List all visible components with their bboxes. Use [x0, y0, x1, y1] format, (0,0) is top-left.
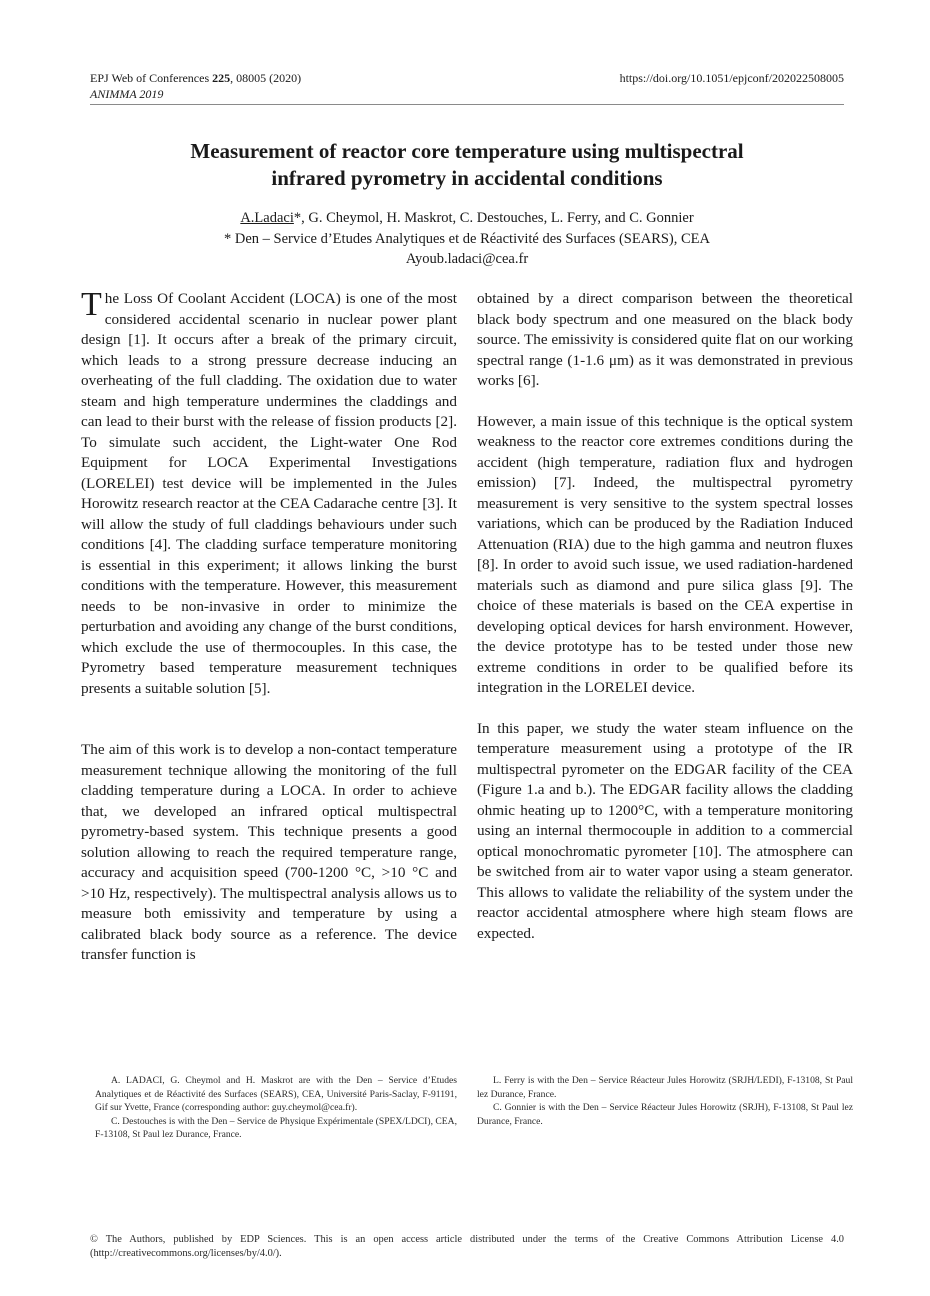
left-column — [81, 286, 457, 966]
header-divider — [90, 104, 844, 105]
first-author: A.Ladaci — [240, 210, 294, 226]
body-paragraph: However, a main issue of this technique is the optical system weakness to the reactor core extremes conditions during the accident (high temperature, radiation flux and hydrogen emission) [7]. Indeed, the multispectral pyrometry measurement is very sensitive to the system spectral losses variations, which can be produced by the Radiation Induced Attenuation (RIA) due to the high gamma and neutron fluxes [8]. In order to avoid such issue, we used radiation-hardened materials such as diamond and pure silica glass [9]. The choice of these materials is based on the CEA expertise in developing optical devices for harsh environment. However, the device prototype has to be tested under those new extreme conditions in order to be qualified before its integration in the LORELEI device. — [477, 412, 853, 696]
title-line: Measurement of reactor core temperature using multispectral — [190, 139, 744, 163]
co-authors: *, G. Cheymol, H. Maskrot, C. Destouches, L. Ferry, and C. Gonnier — [293, 210, 694, 226]
body-paragraph: The aim of this work is to develop a non-contact temperature measurement technique allowing the monitoring of the full cladding temperature during a LOCA. In order to achieve that, we developed an infrared optical multispectral pyrometry-based system. This technique presents a good solution allowing to reach the required temperature range, accuracy and acquisition speed (700-1200 °C, >10 °C and >10 Hz, respectively). The multispectral analysis allows us to measure both emissivity and temperature by using a calibrated black body source as a reference. The device transfer function is — [81, 741, 457, 963]
author-list — [90, 208, 844, 229]
volume-number: 225 — [212, 71, 231, 85]
journal-info — [90, 70, 301, 102]
paper-title — [90, 138, 844, 192]
footnote: A. LADACI, G. Cheymol and H. Maskrot are with the Den – Service d’Etudes Analytiques et de Réactivité des Surfaces (SEARS), CEA, Université Paris-Saclay, F-91191, Gif sur Yvette, France (corresponding author: guy.cheymol@cea.fr). — [95, 1075, 457, 1113]
article-number: , 08005 (2020) — [230, 71, 302, 85]
doi-link[interactable]: https://doi.org/10.1051/epjconf/202022508005 — [619, 71, 844, 85]
right-column — [477, 289, 853, 944]
conference-name: EPJ Web of Conferences — [90, 71, 213, 85]
drop-cap: T — [81, 286, 102, 323]
footnote: L. Ferry is with the Den – Service Réacteur Jules Horowitz (SRJH/LEDI), F-13108, St Paul lez Durance, France. — [477, 1075, 853, 1100]
intro-paragraph — [81, 286, 457, 699]
body-paragraph: obtained by a direct comparison between the theoretical black body spectrum and one measured on the black body source. The emissivity is considered quite flat on our working spectral range (1-1.6 μm) as it was demonstrated in previous works [6]. — [477, 290, 853, 389]
paragraph-text: he Loss Of Coolant Accident (LOCA) is one of the most considered accidental scenario in nuclear power plant design [1]. It occurs after a break of the primary circuit, which leads to a strong pressure decrease inducing an overheating of the full cladding. The oxidation due to water steam and high temperature undermines the claddings and can lead to their burst with the release of fission products [2]. To simulate such accident, the Light-water One Rod Equipment for LOCA Experimental Investigations (LORELEI) test device will be implemented in the Jules Horowitz research reactor at the CEA Cadarache centre [3]. It will allow the study of full claddings behaviours under such conditions [4]. The cladding surface temperature monitoring is essential in this experiment; it allows linking the burst conditions with the temperature. However, this measurement needs to be non-invasive in order to minimize the perturbation and avoiding any change of the burst conditions, which exclude the use of thermocouples. In this case, the Pyrometry based temperature measurement techniques presents a suitable solution [5]. — [81, 290, 457, 697]
affiliation: * Den – Service d’Etudes Analytiques et de Réactivité des Surfaces (SEARS), CEA — [223, 230, 711, 247]
license-notice: © The Authors, published by EDP Sciences. This is an open access article distributed under the terms of the Creative Commons Attribution License 4.0 (http://creativecommons.org/licenses/by/4.0/). — [90, 1234, 844, 1259]
body-paragraph: In this paper, we study the water steam influence on the temperature measurement using a prototype of the IR multispectral pyrometer on the EDGAR facility of the CEA (Figure 1.a and b.). The EDGAR facility allows the cladding ohmic heating up to 1200°C, with a temperature monitoring using an internal thermocouple in addition to a commercial optical monochromatic pyrometer [10]. The atmosphere can be switched from air to water vapor using a steam generator. This allows to validate the reliability of the system under the reactor accidental atmosphere where high steam flows are expected. — [477, 719, 853, 942]
conference-line — [90, 70, 301, 86]
author-block — [90, 208, 844, 270]
footnotes-left — [95, 1074, 457, 1142]
footnote: C. Gonnier is with the Den – Service Réacteur Jules Horowitz (SRJH), F-13108, St Paul lez Durance, France. — [477, 1102, 853, 1127]
footnote: C. Destouches is with the Den – Service de Physique Expérimentale (SPEX/LDCI), CEA, F-13108, St Paul lez Durance, France. — [95, 1115, 457, 1140]
conference-subtitle: ANIMMA 2019 — [90, 87, 164, 101]
author-email[interactable]: Ayoub.ladaci@cea.fr — [405, 251, 529, 267]
title-line: infrared pyrometry in accidental conditions — [271, 166, 663, 190]
footnotes-right — [477, 1074, 853, 1128]
